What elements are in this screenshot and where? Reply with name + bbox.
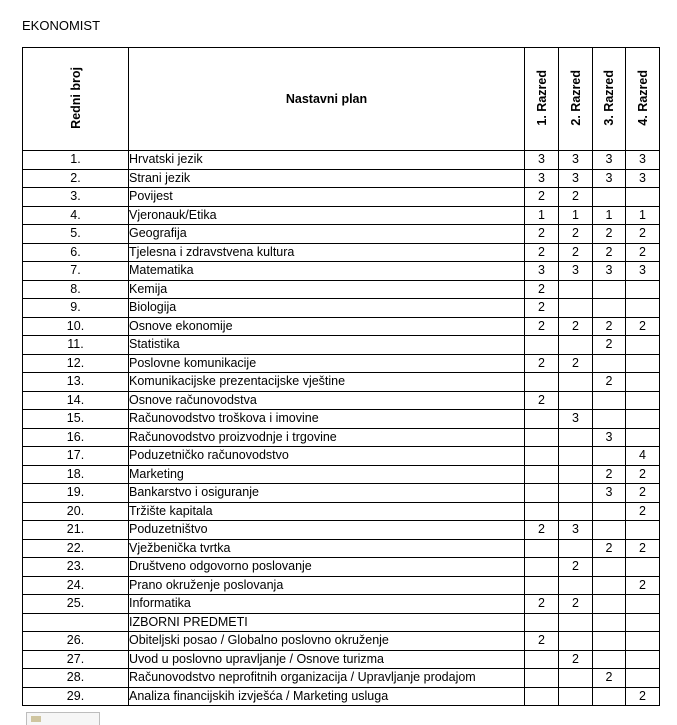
hours-razred-4: 2 xyxy=(626,465,660,484)
row-number: 9. xyxy=(23,299,129,318)
table-row xyxy=(23,502,660,521)
subject-name: Računovodstvo neprofitnih organizacija / Upravljanje prodajom xyxy=(129,669,525,688)
table-row xyxy=(23,280,660,299)
table-row xyxy=(23,576,660,595)
hours-razred-3: 2 xyxy=(593,317,626,336)
hours-razred-4: 2 xyxy=(626,243,660,262)
subject-name: Uvod u poslovno upravljanje / Osnove turizma xyxy=(129,650,525,669)
hours-razred-4 xyxy=(626,354,660,373)
hours-razred-2 xyxy=(559,669,593,688)
table-row xyxy=(23,169,660,188)
hours-razred-2 xyxy=(559,299,593,318)
hours-razred-3 xyxy=(593,576,626,595)
hours-razred-1 xyxy=(525,336,559,355)
subject-name: Tržište kapitala xyxy=(129,502,525,521)
subject-name: Informatika xyxy=(129,595,525,614)
table-row xyxy=(23,206,660,225)
hours-razred-4 xyxy=(626,632,660,651)
hours-razred-3 xyxy=(593,188,626,207)
row-number: 7. xyxy=(23,262,129,281)
table-row xyxy=(23,687,660,706)
row-number: 20. xyxy=(23,502,129,521)
hours-razred-3 xyxy=(593,502,626,521)
hours-razred-2: 3 xyxy=(559,521,593,540)
table-row xyxy=(23,650,660,669)
row-number: 17. xyxy=(23,447,129,466)
header-razred-1: 1. Razred xyxy=(525,48,559,151)
hours-razred-1: 2 xyxy=(525,280,559,299)
hours-razred-4 xyxy=(626,669,660,688)
hours-razred-1 xyxy=(525,539,559,558)
subject-name: Prano okruženje poslovanja xyxy=(129,576,525,595)
hours-razred-3 xyxy=(593,650,626,669)
hours-razred-4: 3 xyxy=(626,262,660,281)
hours-razred-2 xyxy=(559,373,593,392)
header-nastavni-plan: Nastavni plan xyxy=(129,48,525,151)
hours-razred-3: 2 xyxy=(593,336,626,355)
hours-razred-4 xyxy=(626,280,660,299)
subject-name: Povijest xyxy=(129,188,525,207)
hours-razred-3 xyxy=(593,632,626,651)
hours-razred-4 xyxy=(626,410,660,429)
hours-razred-4: 2 xyxy=(626,225,660,244)
row-number: 26. xyxy=(23,632,129,651)
table-row xyxy=(23,373,660,392)
hours-razred-2 xyxy=(559,502,593,521)
hours-razred-1: 3 xyxy=(525,169,559,188)
hours-razred-1: 2 xyxy=(525,299,559,318)
hours-razred-1 xyxy=(525,373,559,392)
hours-razred-4 xyxy=(626,391,660,410)
hours-razred-4: 3 xyxy=(626,151,660,170)
row-number: 18. xyxy=(23,465,129,484)
subject-name: Strani jezik xyxy=(129,169,525,188)
hours-razred-1 xyxy=(525,465,559,484)
row-number: 8. xyxy=(23,280,129,299)
hours-razred-2 xyxy=(559,576,593,595)
row-number: 16. xyxy=(23,428,129,447)
hours-razred-2 xyxy=(559,632,593,651)
hours-razred-4 xyxy=(626,613,660,632)
hours-razred-2 xyxy=(559,428,593,447)
hours-razred-4 xyxy=(626,650,660,669)
hours-razred-4 xyxy=(626,336,660,355)
hours-razred-3: 2 xyxy=(593,669,626,688)
hours-razred-2: 2 xyxy=(559,558,593,577)
table-row xyxy=(23,558,660,577)
table-header-row xyxy=(23,48,660,151)
header-razred-4: 4. Razred xyxy=(626,48,660,151)
hours-razred-1 xyxy=(525,576,559,595)
subject-name: Vjeronauk/Etika xyxy=(129,206,525,225)
hours-razred-4 xyxy=(626,521,660,540)
row-number: 4. xyxy=(23,206,129,225)
hours-razred-3: 3 xyxy=(593,151,626,170)
hours-razred-3 xyxy=(593,447,626,466)
table-row xyxy=(23,225,660,244)
table-row xyxy=(23,354,660,373)
hours-razred-2: 3 xyxy=(559,169,593,188)
hours-razred-3 xyxy=(593,687,626,706)
hours-razred-3: 2 xyxy=(593,225,626,244)
hours-razred-3 xyxy=(593,595,626,614)
row-number: 29. xyxy=(23,687,129,706)
subject-name: Računovodstvo proizvodnje i trgovine xyxy=(129,428,525,447)
hours-razred-2: 3 xyxy=(559,262,593,281)
hours-razred-2 xyxy=(559,539,593,558)
hours-razred-2: 1 xyxy=(559,206,593,225)
subject-name: Poslovne komunikacije xyxy=(129,354,525,373)
table-row xyxy=(23,428,660,447)
hours-razred-1 xyxy=(525,650,559,669)
hours-razred-1 xyxy=(525,502,559,521)
table-row xyxy=(23,669,660,688)
subject-name: Geografija xyxy=(129,225,525,244)
hours-razred-2 xyxy=(559,465,593,484)
subject-name: Obiteljski posao / Globalno poslovno okruženje xyxy=(129,632,525,651)
hours-razred-2 xyxy=(559,336,593,355)
table-row xyxy=(23,613,660,632)
hours-razred-2 xyxy=(559,391,593,410)
row-number: 22. xyxy=(23,539,129,558)
table-row xyxy=(23,299,660,318)
subject-name: Osnove ekonomije xyxy=(129,317,525,336)
hours-razred-1 xyxy=(525,558,559,577)
hours-razred-2 xyxy=(559,484,593,503)
row-number: 27. xyxy=(23,650,129,669)
hours-razred-4: 2 xyxy=(626,484,660,503)
row-number: 11. xyxy=(23,336,129,355)
row-number: 15. xyxy=(23,410,129,429)
subject-name: Biologija xyxy=(129,299,525,318)
header-redni-broj: Redni broj xyxy=(23,48,129,151)
hours-razred-4: 2 xyxy=(626,502,660,521)
hours-razred-3: 2 xyxy=(593,539,626,558)
hours-razred-1: 2 xyxy=(525,225,559,244)
row-number: 3. xyxy=(23,188,129,207)
hours-razred-1 xyxy=(525,428,559,447)
subject-name: Komunikacijske prezentacijske vještine xyxy=(129,373,525,392)
hours-razred-3 xyxy=(593,410,626,429)
row-number: 28. xyxy=(23,669,129,688)
table-row xyxy=(23,521,660,540)
row-number: 14. xyxy=(23,391,129,410)
hours-razred-4: 2 xyxy=(626,687,660,706)
row-number: 13. xyxy=(23,373,129,392)
hours-razred-4 xyxy=(626,188,660,207)
subject-name: Marketing xyxy=(129,465,525,484)
subject-name: Matematika xyxy=(129,262,525,281)
hours-razred-1 xyxy=(525,687,559,706)
subject-name: IZBORNI PREDMETI xyxy=(129,613,525,632)
subject-name: Poduzetničko računovodstvo xyxy=(129,447,525,466)
table-row xyxy=(23,410,660,429)
hours-razred-2: 2 xyxy=(559,243,593,262)
hours-razred-2 xyxy=(559,687,593,706)
hours-razred-2: 2 xyxy=(559,317,593,336)
subject-name: Poduzetništvo xyxy=(129,521,525,540)
subject-name: Osnove računovodstva xyxy=(129,391,525,410)
hours-razred-4 xyxy=(626,558,660,577)
hours-razred-2: 2 xyxy=(559,225,593,244)
hours-razred-4: 2 xyxy=(626,317,660,336)
hours-razred-4 xyxy=(626,373,660,392)
hours-razred-1 xyxy=(525,613,559,632)
hours-razred-3: 3 xyxy=(593,262,626,281)
header-razred-2: 2. Razred xyxy=(559,48,593,151)
hours-razred-3 xyxy=(593,613,626,632)
row-number: 19. xyxy=(23,484,129,503)
hours-razred-2 xyxy=(559,613,593,632)
hours-razred-3 xyxy=(593,391,626,410)
hours-razred-1 xyxy=(525,447,559,466)
table-row xyxy=(23,391,660,410)
hours-razred-1: 2 xyxy=(525,521,559,540)
subject-name: Kemija xyxy=(129,280,525,299)
row-number: 24. xyxy=(23,576,129,595)
hours-razred-2: 3 xyxy=(559,410,593,429)
hours-razred-4 xyxy=(626,595,660,614)
hours-razred-1: 2 xyxy=(525,391,559,410)
table-row xyxy=(23,243,660,262)
hours-razred-1: 2 xyxy=(525,317,559,336)
subject-name: Bankarstvo i osiguranje xyxy=(129,484,525,503)
hours-razred-2 xyxy=(559,447,593,466)
table-row xyxy=(23,151,660,170)
hours-razred-3 xyxy=(593,354,626,373)
document-title: EKONOMIST xyxy=(22,18,101,33)
subject-name: Hrvatski jezik xyxy=(129,151,525,170)
table-row xyxy=(23,465,660,484)
page-footer-thumbnail xyxy=(26,712,100,725)
hours-razred-3: 2 xyxy=(593,243,626,262)
hours-razred-1: 2 xyxy=(525,243,559,262)
header-razred-3: 3. Razred xyxy=(593,48,626,151)
row-number: 10. xyxy=(23,317,129,336)
row-number: 21. xyxy=(23,521,129,540)
hours-razred-1: 1 xyxy=(525,206,559,225)
hours-razred-4: 4 xyxy=(626,447,660,466)
hours-razred-2: 2 xyxy=(559,188,593,207)
subject-name: Statistika xyxy=(129,336,525,355)
table-row xyxy=(23,484,660,503)
hours-razred-1: 2 xyxy=(525,188,559,207)
hours-razred-1: 2 xyxy=(525,595,559,614)
hours-razred-3: 2 xyxy=(593,465,626,484)
hours-razred-1: 2 xyxy=(525,632,559,651)
subject-name: Računovodstvo troškova i imovine xyxy=(129,410,525,429)
hours-razred-4: 2 xyxy=(626,539,660,558)
hours-razred-3 xyxy=(593,280,626,299)
hours-razred-4: 3 xyxy=(626,169,660,188)
hours-razred-3: 1 xyxy=(593,206,626,225)
table-row xyxy=(23,317,660,336)
hours-razred-3: 3 xyxy=(593,428,626,447)
table-row xyxy=(23,595,660,614)
curriculum-table xyxy=(22,47,660,706)
row-number: 23. xyxy=(23,558,129,577)
hours-razred-3 xyxy=(593,299,626,318)
table-row xyxy=(23,447,660,466)
hours-razred-3 xyxy=(593,521,626,540)
subject-name: Analiza financijskih izvješća / Marketing usluga xyxy=(129,687,525,706)
hours-razred-4 xyxy=(626,428,660,447)
row-number: 12. xyxy=(23,354,129,373)
hours-razred-1: 3 xyxy=(525,262,559,281)
subject-name: Tjelesna i zdravstvena kultura xyxy=(129,243,525,262)
table-row xyxy=(23,188,660,207)
table-row xyxy=(23,539,660,558)
hours-razred-2: 2 xyxy=(559,650,593,669)
subject-name: Vježbenička tvrtka xyxy=(129,539,525,558)
hours-razred-2: 2 xyxy=(559,354,593,373)
hours-razred-4 xyxy=(626,299,660,318)
subject-name: Društveno odgovorno poslovanje xyxy=(129,558,525,577)
hours-razred-1 xyxy=(525,410,559,429)
hours-razred-1 xyxy=(525,669,559,688)
row-number: 6. xyxy=(23,243,129,262)
row-number: 25. xyxy=(23,595,129,614)
row-number: 5. xyxy=(23,225,129,244)
hours-razred-3: 3 xyxy=(593,484,626,503)
hours-razred-3: 2 xyxy=(593,373,626,392)
hours-razred-2 xyxy=(559,280,593,299)
hours-razred-2: 3 xyxy=(559,151,593,170)
hours-razred-2: 2 xyxy=(559,595,593,614)
row-number: 2. xyxy=(23,169,129,188)
hours-razred-1 xyxy=(525,484,559,503)
hours-razred-3 xyxy=(593,558,626,577)
row-number xyxy=(23,613,129,632)
row-number: 1. xyxy=(23,151,129,170)
table-row xyxy=(23,336,660,355)
hours-razred-1: 2 xyxy=(525,354,559,373)
hours-razred-4: 2 xyxy=(626,576,660,595)
hours-razred-4: 1 xyxy=(626,206,660,225)
hours-razred-3: 3 xyxy=(593,169,626,188)
table-row xyxy=(23,262,660,281)
hours-razred-1: 3 xyxy=(525,151,559,170)
table-row xyxy=(23,632,660,651)
